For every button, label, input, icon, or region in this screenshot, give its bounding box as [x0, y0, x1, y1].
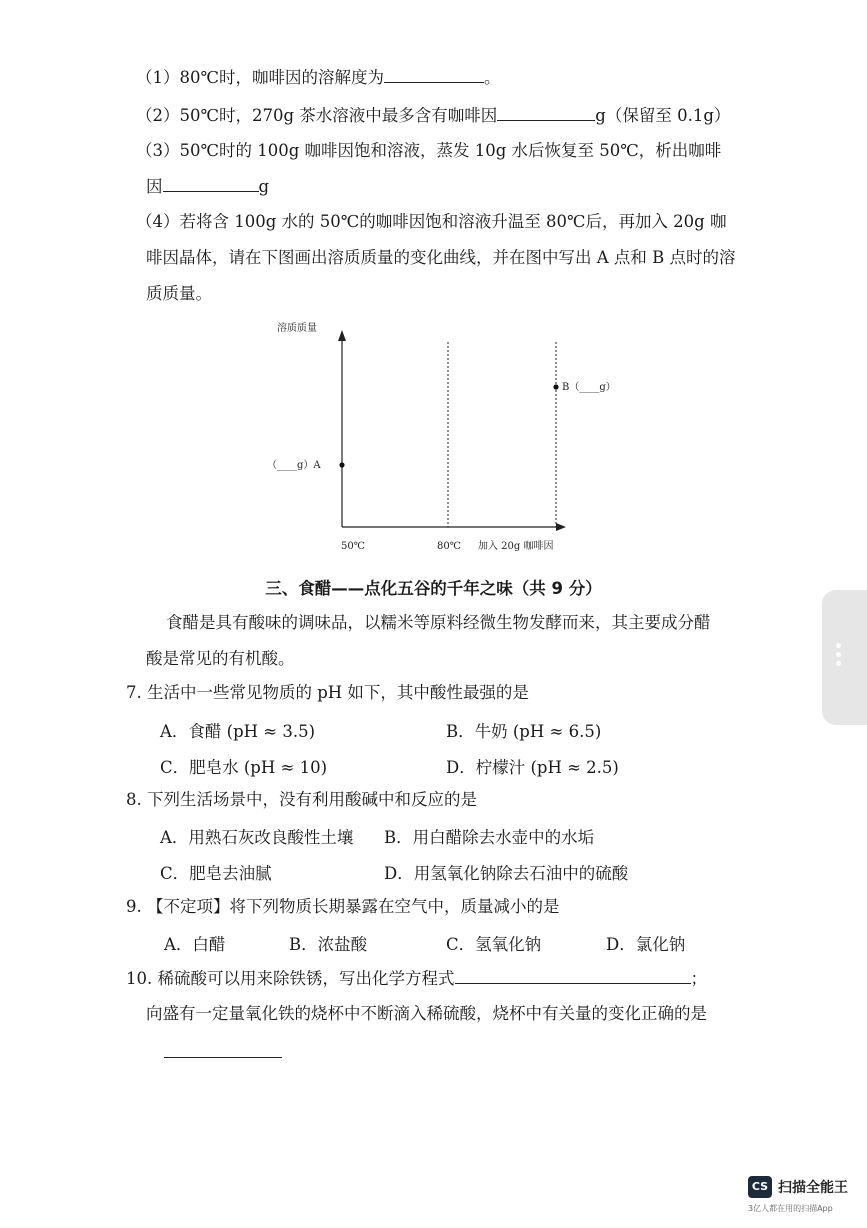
q8-option-a[interactable]: A．用熟石灰改良酸性土壤	[160, 828, 354, 847]
q4-part-3-end: g	[258, 177, 270, 196]
q7-option-b[interactable]: B．牛奶 (pH ≈ 6.5)	[446, 722, 602, 741]
q4-part-2-end: g（保留至 0.1g）	[595, 106, 731, 125]
y-axis-arrow	[338, 330, 346, 341]
q9-option-d[interactable]: D．氯化钠	[606, 935, 686, 954]
answer-blank[interactable]	[384, 66, 484, 83]
answer-blank[interactable]	[163, 175, 259, 192]
q4-part-1-text: （1）80℃时，咖啡因的溶解度为	[136, 68, 384, 87]
section-3-title: 三、食醋——点化五谷的千年之味（共 9 分）	[265, 579, 602, 598]
x-tick-80c: 80℃	[437, 541, 461, 552]
q10-stem-end: ；	[690, 969, 707, 988]
q9-option-c[interactable]: C．氢氧化钠	[446, 935, 542, 954]
q4-part-4-line1: （4）若将含 100g 水的 50℃的咖啡因饱和溶液升温至 80℃后，再加入 20g 咖	[136, 212, 727, 231]
q4-part-3-line2	[146, 175, 269, 198]
x-tick-add: 加入 20g 咖啡因	[478, 541, 554, 552]
q4-part-4-line2: 啡因晶体，请在下图画出溶质质量的变化曲线，并在图中写出 A 点和 B 点时的溶	[146, 248, 736, 267]
q9-stem: 9. 【不定项】将下列物质长期暴露在空气中，质量减小的是	[126, 897, 560, 916]
y-axis-label: 溶质质量	[277, 323, 317, 334]
q8-stem: 8. 下列生活场景中，没有利用酸碱中和反应的是	[126, 790, 477, 809]
q9-option-a[interactable]: A．白醋	[164, 935, 226, 954]
q8-option-b[interactable]: B．用白醋除去水壶中的水垢	[384, 828, 595, 847]
q7-option-a[interactable]: A．食醋 (pH ≈ 3.5)	[160, 722, 316, 741]
answer-blank[interactable]	[497, 104, 595, 121]
x-axis-arrow	[556, 523, 566, 531]
watermark-subtitle: 3亿人都在用的扫描App	[748, 1204, 833, 1213]
section-3-intro-line1: 食醋是具有酸味的调味品，以糯米等原料经微生物发酵而来，其主要成分醋	[166, 613, 711, 632]
equation-blank[interactable]	[455, 967, 691, 984]
q4-part-3-text: 因	[146, 177, 163, 196]
q10-line2: 向盛有一定量氧化铁的烧杯中不断滴入稀硫酸，烧杯中有关量的变化正确的是	[146, 1004, 707, 1023]
q4-part-2-text: （2）50℃时，270g 茶水溶液中最多含有咖啡因	[136, 106, 498, 125]
q10-stem-text: 10. 稀硫酸可以用来除铁锈，写出化学方程式	[126, 969, 455, 988]
drag-handle-icon	[836, 643, 842, 670]
solute-mass-graph[interactable]	[0, 315, 867, 555]
q10-stem	[126, 967, 707, 990]
point-b	[553, 384, 558, 389]
side-drawer-tab[interactable]	[822, 590, 867, 725]
q7-stem: 7. 生活中一些常见物质的 pH 如下，其中酸性最强的是	[126, 683, 529, 702]
q7-option-c[interactable]: C．肥皂水 (pH ≈ 10)	[160, 758, 328, 777]
point-b-label: B（____g）	[562, 382, 616, 393]
point-a	[339, 462, 344, 467]
q10-answer-blank[interactable]	[164, 1041, 282, 1058]
x-tick-50c: 50℃	[341, 541, 365, 552]
q9-option-b[interactable]: B．浓盐酸	[289, 935, 368, 954]
camscanner-logo: CS	[748, 1176, 772, 1198]
point-a-label: （____g）A	[267, 460, 321, 471]
q8-option-d[interactable]: D．用氢氧化钠除去石油中的硫酸	[384, 864, 629, 883]
q7-option-d[interactable]: D．柠檬汁 (pH ≈ 2.5)	[446, 758, 619, 777]
q4-part-1-end: 。	[483, 68, 501, 87]
section-3-intro-line2: 酸是常见的有机酸。	[146, 649, 295, 668]
q4-part-2	[136, 104, 730, 127]
watermark-name: 扫描全能王	[778, 1180, 848, 1196]
scanner-watermark	[748, 1176, 858, 1221]
q4-part-1	[136, 66, 500, 89]
q4-part-4-line3: 质质量。	[146, 284, 212, 303]
q8-option-c[interactable]: C．肥皂去油腻	[160, 864, 272, 883]
q4-part-3-line1: （3）50℃时的 100g 咖啡因饱和溶液，蒸发 10g 水后恢复至 50℃，析出咖啡	[136, 141, 722, 160]
